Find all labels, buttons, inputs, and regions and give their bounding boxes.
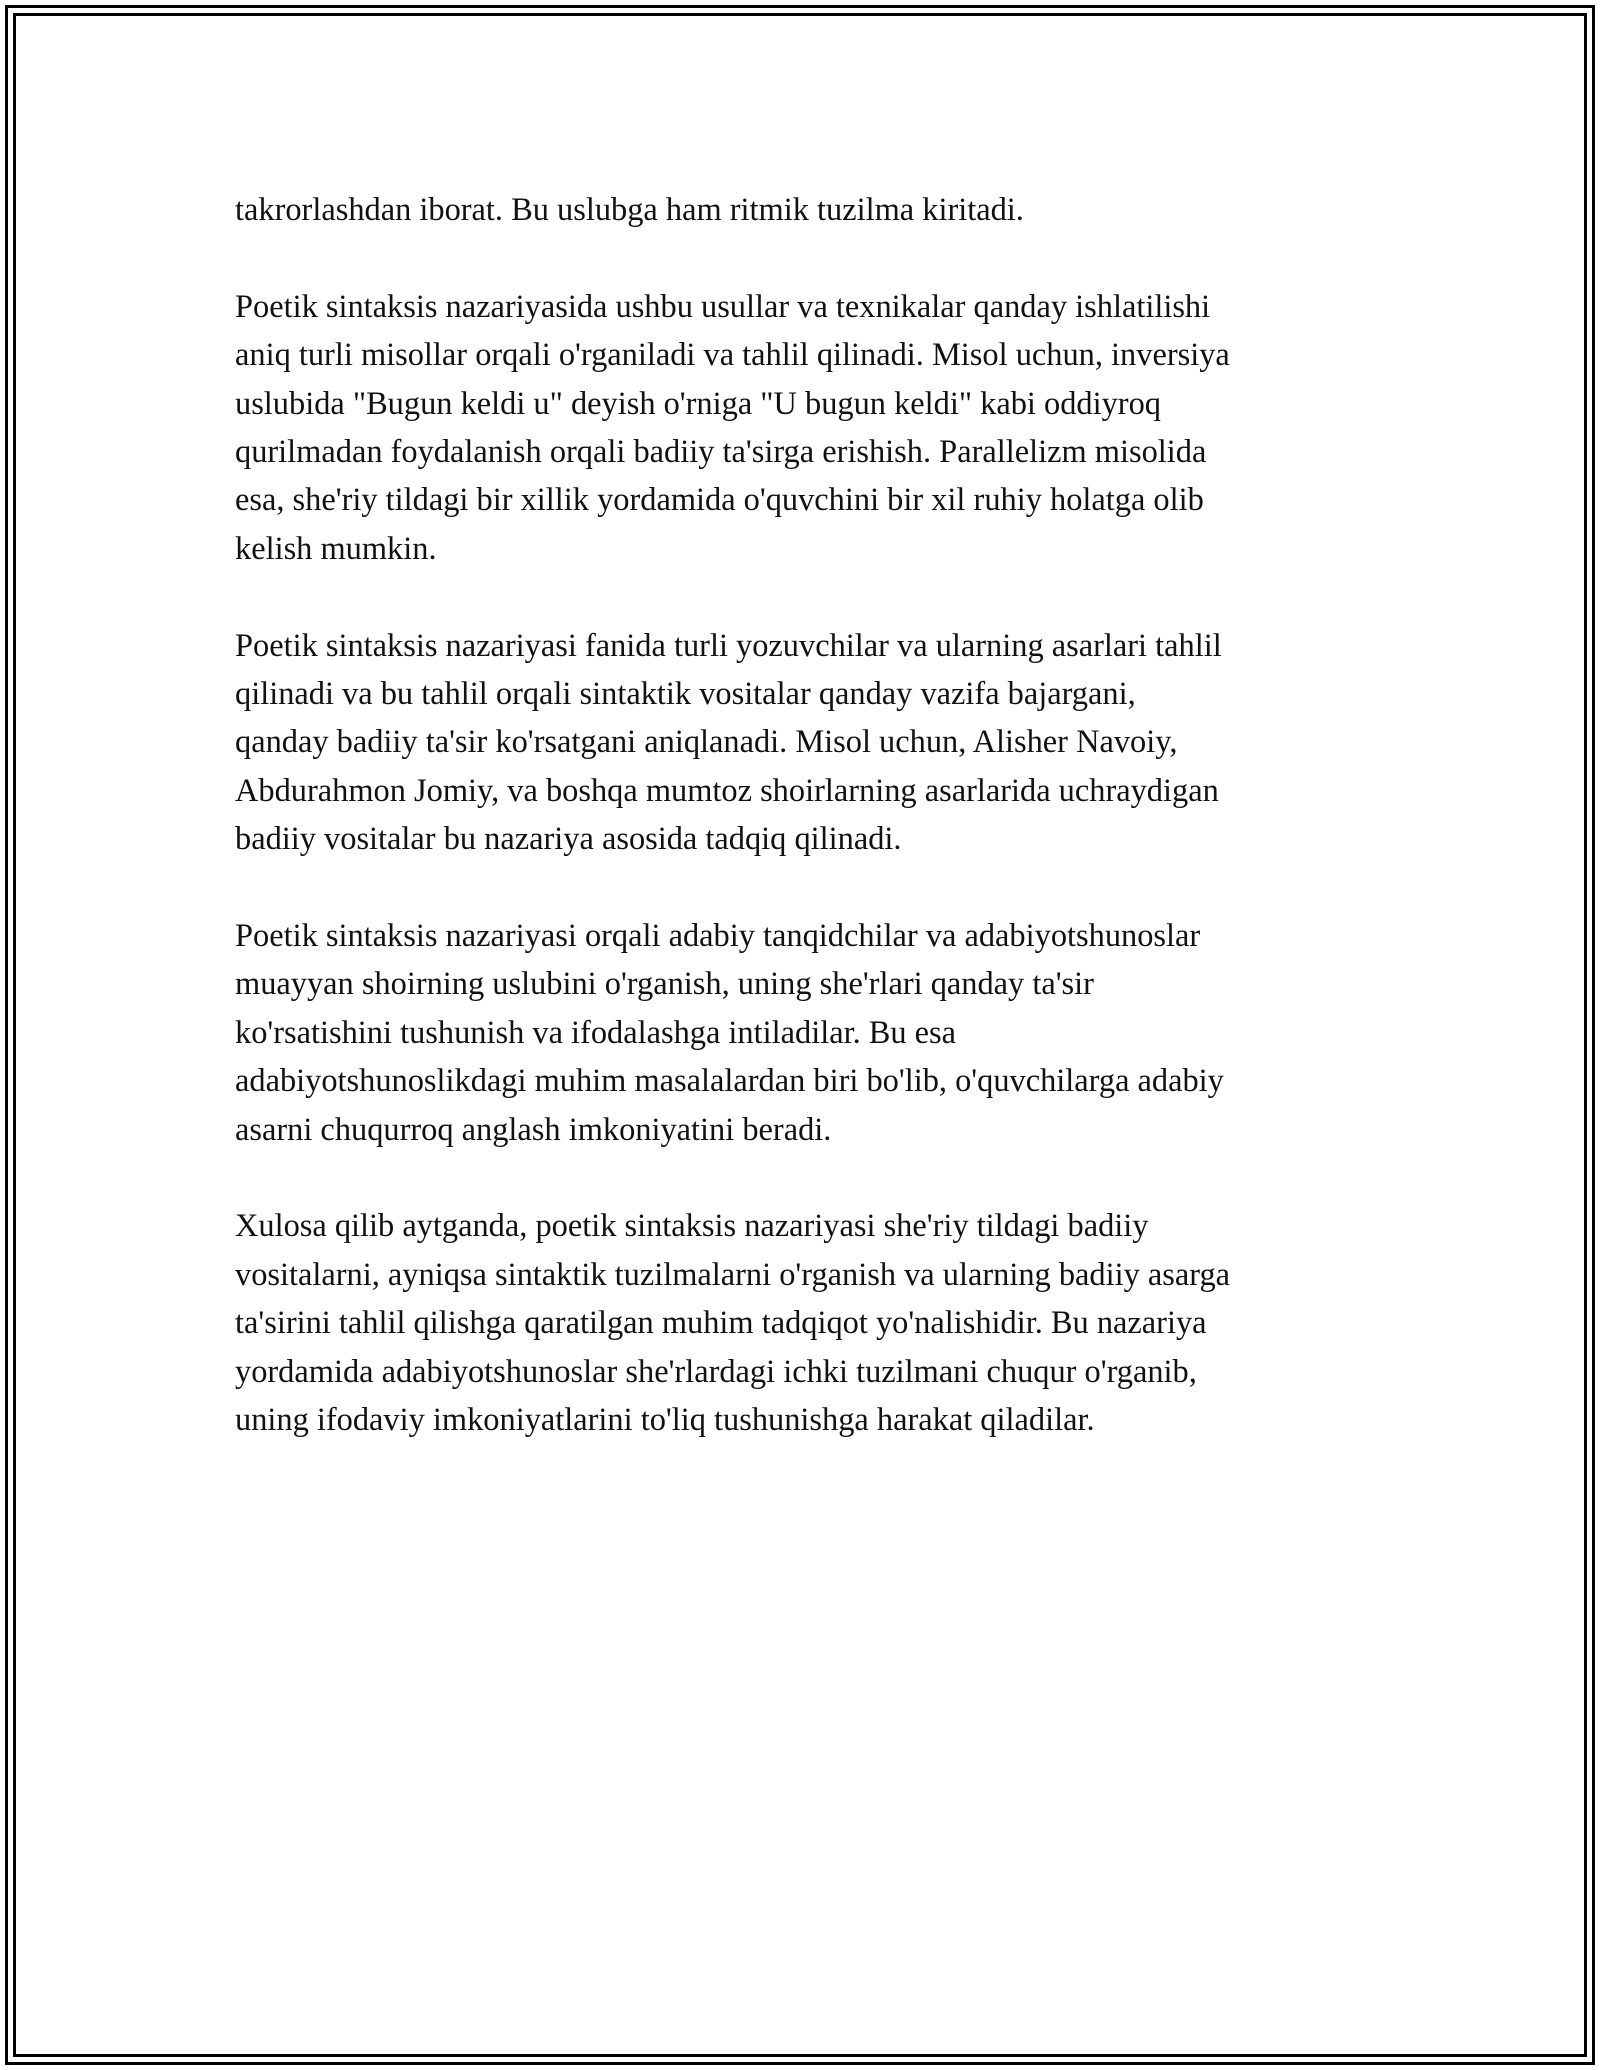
text-line: yordamida adabiyotshunoslar she'rlardagi ichki tuzilmani chuqur o'rganib, [235,1353,1197,1390]
document-body [235,186,1375,1445]
paragraph [235,622,1375,864]
text-line: asarni chuqurroq anglash imkoniyatini beradi. [235,1111,832,1148]
text-line: qilinadi va bu tahlil orqali sintaktik vositalar qanday vazifa bajargani, [235,676,1136,713]
text-line: Poetik sintaksis nazariyasida ushbu usullar va texnikalar qanday ishlatilishi [235,288,1211,325]
text-line: qanday badiiy ta'sir ko'rsatgani aniqlanadi. Misol uchun, Alisher Navoiy, [235,724,1178,761]
text-line: Abdurahmon Jomiy, va boshqa mumtoz shoirlarning asarlarida uchraydigan [235,772,1219,809]
text-line: qurilmadan foydalanish orqali badiiy ta'sirga erishish. Parallelizm misolida [235,434,1207,471]
text-line: ko'rsatishini tushunish va ifodalashga intiladilar. Bu esa [235,1014,957,1051]
text-line: takrorlashdan iborat. Bu uslubga ham ritmik tuzilma kiritadi. [235,192,1024,228]
paragraph [235,283,1375,573]
text-line: aniq turli misollar orqali o'rganiladi va tahlil qilinadi. Misol uchun, inversiya [235,337,1230,374]
text-line: vositalarni, ayniqsa sintaktik tuzilmalarni o'rganish va ularning badiiy asarga [235,1256,1231,1293]
text-line: adabiyotshunoslikdagi muhim masalalardan biri bo'lib, o'quvchilarga adabiy [235,1063,1224,1100]
text-line: Xulosa qilib aytganda, poetik sintaksis nazariyasi she'riy tildagi badiiy [235,1208,1149,1245]
text-line: muayyan shoirning uslubini o'rganish, uning she'rlari qanday ta'sir [235,966,1094,1003]
text-line: Poetik sintaksis nazariyasi fanida turli yozuvchilar va ularning asarlari tahlil [235,627,1222,664]
text-line: badiiy vositalar bu nazariya asosida tadqiq qilinadi. [235,821,902,858]
text-line: esa, she'riy tildagi bir xillik yordamida o'quvchini bir xil ruhiy holatga olib [235,482,1204,519]
text-line: uning ifodaviy imkoniyatlarini to'liq tushunishga harakat qiladilar. [235,1402,1095,1439]
text-line: Poetik sintaksis nazariyasi orqali adabiy tanqidchilar va adabiyotshunoslar [235,918,1201,955]
text-line: kelish mumkin. [235,530,437,567]
paragraph [235,912,1375,1154]
paragraph [235,186,1375,234]
text-line: uslubida "Bugun keldi u" deyish o'rniga "U bugun keldi" kabi oddiyroq [235,385,1161,422]
text-line: ta'sirini tahlil qilishga qaratilgan muhim tadqiqot yo'nalishidir. Bu nazariya [235,1305,1207,1342]
paragraph [235,1202,1375,1444]
